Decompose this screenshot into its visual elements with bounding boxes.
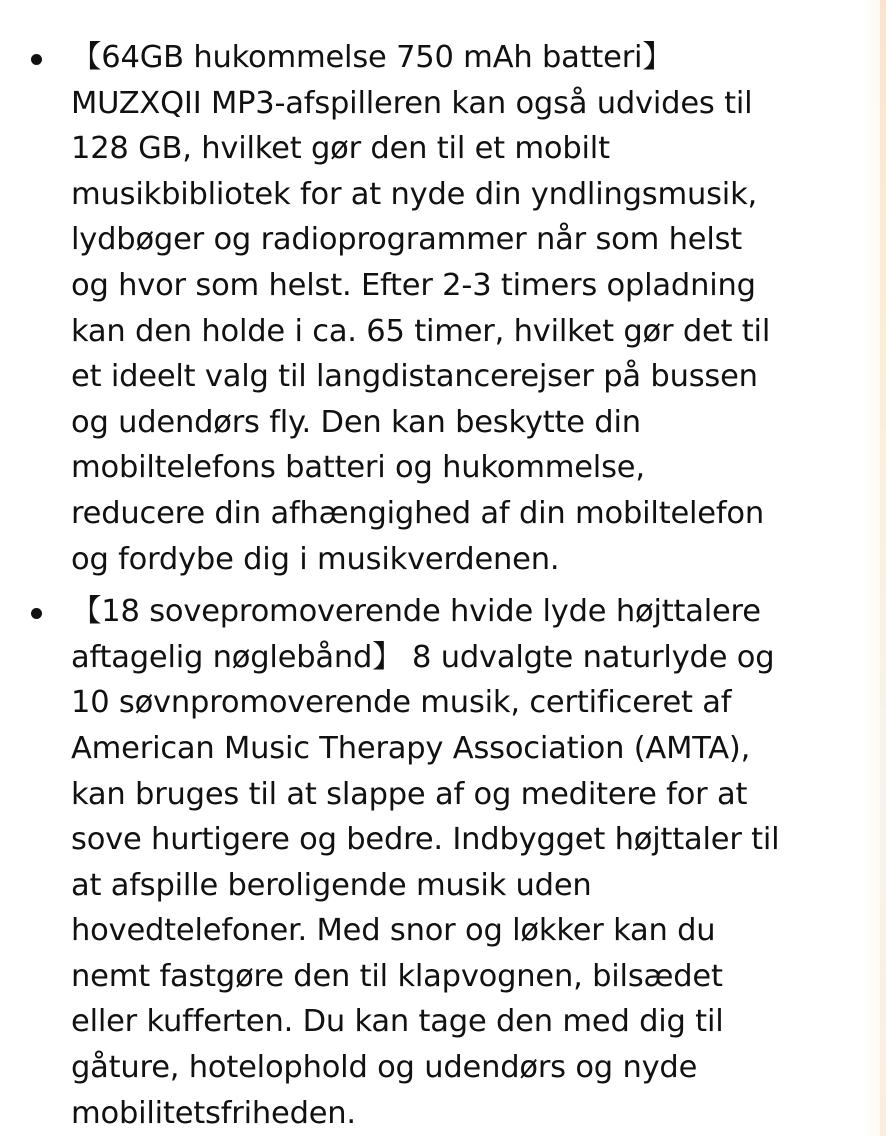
text-line: og fordybe dig i musikverdenen.	[71, 541, 560, 577]
text-line: gåture, hotelophold og udendørs og nyde	[71, 1050, 698, 1086]
text-line: hovedtelefoner. Med snor og løkker kan du	[71, 913, 716, 949]
text-line: og hvor som helst. Efter 2-3 timers opladning	[71, 267, 756, 303]
text-line: sove hurtigere og bedre. Indbygget højttaler til	[71, 822, 780, 858]
text-line: 【18 sovepromoverende hvide lyde højttalere	[71, 594, 761, 630]
text-line: og udendørs fly. Den kan beskytte din	[71, 404, 641, 440]
right-edge-strip	[880, 0, 886, 1136]
right-edge-fade	[862, 0, 880, 1136]
text-line: at afspille beroligende musik uden	[71, 867, 592, 903]
text-line: kan bruges til at slappe af og meditere for at	[71, 776, 748, 812]
text-line: American Music Therapy Association (AMTA),	[71, 730, 751, 766]
text-line: MUZXQII MP3-afspilleren kan også udvides til	[71, 85, 753, 121]
text-line: mobilitetsfriheden.	[71, 1095, 356, 1131]
text-line: kan den holde i ca. 65 timer, hvilket gør det til	[71, 313, 771, 349]
text-line: mobiltelefons batteri og hukommelse,	[71, 450, 645, 486]
text-line: lydbøger og radioprogrammer når som helst	[71, 222, 743, 258]
text-line: aftagelig nøglebånd】 8 udvalgte naturlyde og	[71, 639, 775, 675]
text-line: nemt fastgøre den til klapvognen, bilsædet	[71, 958, 723, 994]
feature-bullet-sleep-sounds	[0, 589, 846, 1136]
bullet-dot-icon	[31, 608, 42, 619]
text-line: eller kufferten. Du kan tage den med dig til	[71, 1004, 724, 1040]
text-line: 【64GB hukommelse 750 mAh batteri】	[71, 40, 673, 75]
text-line: 128 GB, hvilket gør den til et mobilt	[71, 131, 610, 167]
text-line: et ideelt valg til langdistancerejser på bussen	[71, 359, 758, 395]
text-line: reducere din afhængighed af din mobiltelefon	[71, 495, 764, 531]
text-line: 10 søvnpromoverende musik, certificeret af	[71, 685, 732, 721]
feature-bullet-list	[0, 35, 846, 1143]
feature-bullet-memory-battery	[0, 35, 846, 582]
bullet-dot-icon	[31, 54, 42, 65]
text-line: musikbibliotek for at nyde din yndlingsmusik,	[71, 176, 758, 212]
